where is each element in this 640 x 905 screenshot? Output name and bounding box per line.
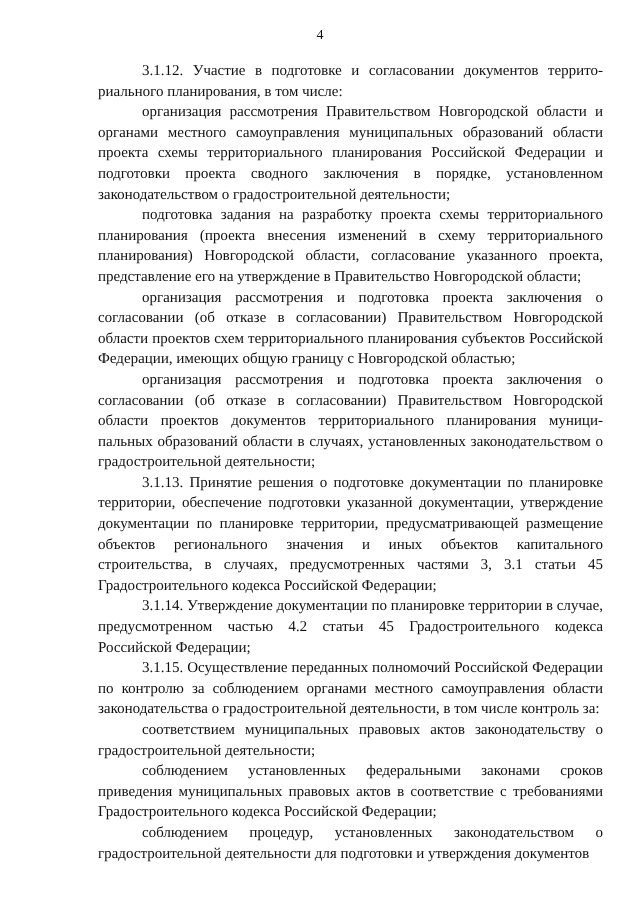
page-number: 4 [316, 28, 324, 43]
paragraph-3-1-13: 3.1.13. Принятие решения о подготовке документации по планировке территории, обеспечение подготовки указанной документации, утверждение документации по планировке территории, предусматривающей размещение объектов регионального значения и иных объектов капитального строительства, в случаях, предусмотренных частями 3, 3.1 статьи 45 Градостроительного кодекса Российской Федерации; [98, 474, 603, 594]
paragraph-item: организация рассмотрения и подготовка проекта заключения о согласовании (об отказе в согласовании) Правительством Новгородской области проектов схем территориального планирования субъектов Российской Федерации, имеющих общую границу с Новгородской областью; [98, 289, 603, 368]
document-body [98, 61, 603, 864]
paragraph-item: соответствием муниципальных правовых актов законодательству о градостроительной деятельности; [98, 722, 603, 759]
paragraph-item: организация рассмотрения Правительством Новгородской области и органами местного самоуправления муниципальных образований области проекта схемы территориального планирования Российской Федерации и подготовки проекта сводного заключения в порядке, установленном законодательством о градостроительной деятельности; [98, 104, 603, 203]
paragraph-3-1-12: 3.1.12. Участие в подготовке и согласовании документов территориального планирования, в том числе: [98, 63, 603, 100]
paragraph-3-1-14: 3.1.14. Утверждение документации по планировке территории в случае, предусмотренном частью 4.2 статьи 45 Градостроительного кодекса Российской Федерации; [98, 598, 603, 656]
paragraph-item: соблюдением процедур, установленных законодательством о градостроительной деятельности для подготовки и утверждения документов [98, 824, 603, 862]
paragraph-item: организация рассмотрения и подготовка проекта заключения о согласовании (об отказе в согласовании) Правительством Новгородской области проектов документов территориального планирования муниципальных образований области в случаях, установленных законодательством о градостроительной деятельности; [98, 371, 603, 471]
paragraph-item: подготовка задания на разработку проекта схемы территориального планирования (проекта внесения изменений в схему территориального планирования) Новгородской области, согласование указанного проекта, представление его на утверждение в Правительство Новгородской области; [98, 207, 603, 285]
paragraph-3-1-15: 3.1.15. Осуществление переданных полномочий Российской Федерации по контролю за соблюдением органами местного самоуправления области законодательства о градостроительной деятельности, в том числе контроль за: [98, 660, 603, 718]
paragraph-item: соблюдением установленных федеральными законами сроков приведения муниципальных правовых актов в соответствие с требованиями Градостроительного кодекса Российской Федерации; [98, 763, 603, 821]
